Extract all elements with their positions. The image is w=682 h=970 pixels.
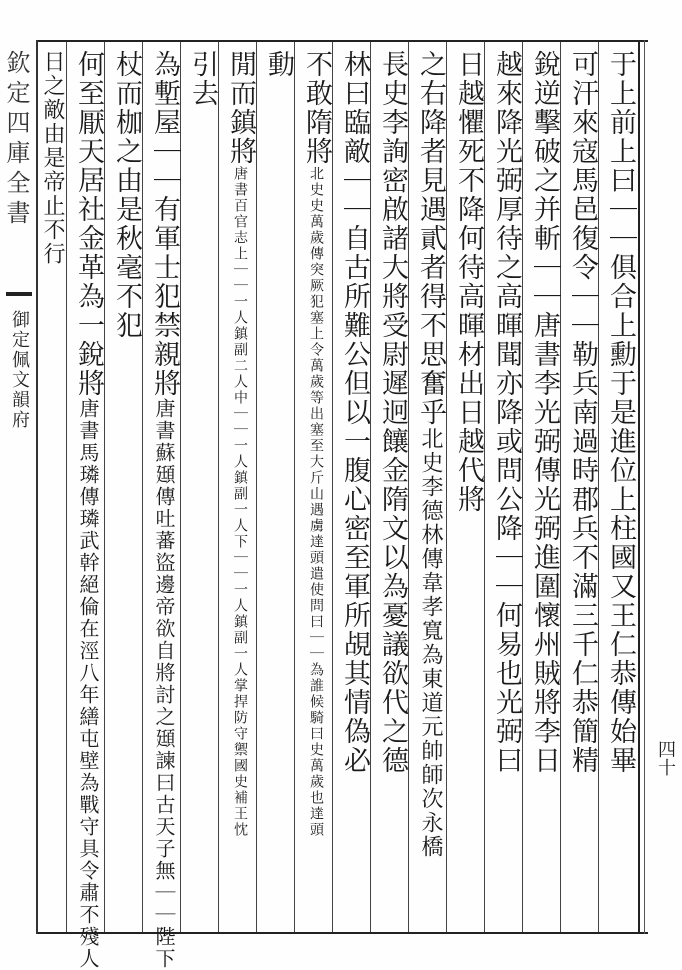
- text-column-7: 長史李詢密啟諸大將受尉遲迥饟金隋文以為憂議欲代之德: [377, 50, 408, 775]
- text-column-3: 銳逆擊破之并斬｜｜唐書李光弼傳光弼進圍懷州賊將李日: [529, 50, 560, 775]
- text-column-11: [220, 50, 260, 838]
- text-column-10: 動: [263, 50, 294, 79]
- text-column-6: [410, 50, 450, 859]
- folio-number: 四十: [655, 740, 676, 776]
- frame-bottom-rule: [36, 932, 648, 934]
- text-column-16: 日之敵由是帝止不行: [40, 50, 65, 266]
- margin-book-title: 欽定四庫全書: [2, 50, 30, 230]
- column-divider: [294, 42, 295, 932]
- column-6-text: 之右降者見遇貳者得不思奮乎: [415, 50, 446, 427]
- text-column-15: [68, 50, 108, 970]
- text-column-4: 越來降光弼厚待之高暉聞亦降或問公降｜｜何易也光弼曰: [491, 50, 522, 775]
- column-divider: [218, 42, 219, 932]
- column-11-text: 閒而: [225, 50, 256, 108]
- margin-separator: [6, 292, 32, 296]
- text-column-8: 林曰臨敵｜｜自古所難公但以一腹心密至軍所覘其情偽必: [339, 50, 370, 775]
- text-column-5: [448, 50, 488, 514]
- column-9-headword: 隋將: [301, 108, 332, 166]
- column-13-text: 為塹屋｜｜有軍士犯禁: [149, 50, 180, 340]
- column-11-note: 唐書百官志上｜｜一人鎮副二人中｜｜一人鎮副一人下｜｜一人鎮副一人掌捍防守禦國史補王忱: [232, 166, 248, 838]
- column-6-note: 北史李德林傳韋孝寬為東道元帥師次永橋: [418, 427, 443, 859]
- text-column-14: 杖而枷之由是秋毫不犯: [111, 50, 142, 340]
- column-9-text: 不敢: [301, 50, 332, 108]
- frame-top-rule: [36, 40, 648, 42]
- text-column-1: 于上前上曰｜｜俱合上勳于是進位上柱國又王仁恭傳始畢: [605, 50, 636, 775]
- column-15-note: 唐書馬璘傳璘武幹絕倫在涇八年繕屯壁為戰守具令肅不殘人: [76, 398, 100, 970]
- column-5-text: 日越懼死不降何待高暉材出日越: [453, 50, 484, 456]
- column-13-headword: 親將: [149, 340, 180, 398]
- text-column-13: [144, 50, 184, 970]
- column-9-note: 北史史萬歲傳突厥犯塞上令萬歲等出塞至大斤山遇虜達頭遣使問曰｜｜為誰候騎曰史萬歲也達頭: [308, 166, 324, 838]
- frame-right-rule-inner: [644, 40, 645, 934]
- text-column-9: [296, 50, 336, 838]
- column-13-note: 唐書蘇頲傳吐蕃盜邊帝欲自將討之頲諫曰古天子無｜｜陛下: [152, 398, 176, 970]
- column-15-text: 何至厭天居社金革為一: [73, 50, 104, 340]
- column-divider: [66, 42, 67, 932]
- column-11-headword: 鎮將: [225, 108, 256, 166]
- column-5-headword: 代將: [453, 456, 484, 514]
- text-column-12: 引去: [187, 50, 218, 108]
- text-column-2: 可汗來寇馬邑復令｜｜勒兵南過時郡兵不滿三千仁恭簡精: [567, 50, 598, 775]
- margin-subtitle: 御定佩文韻府: [9, 310, 30, 430]
- column-15-headword: 銳將: [73, 340, 104, 398]
